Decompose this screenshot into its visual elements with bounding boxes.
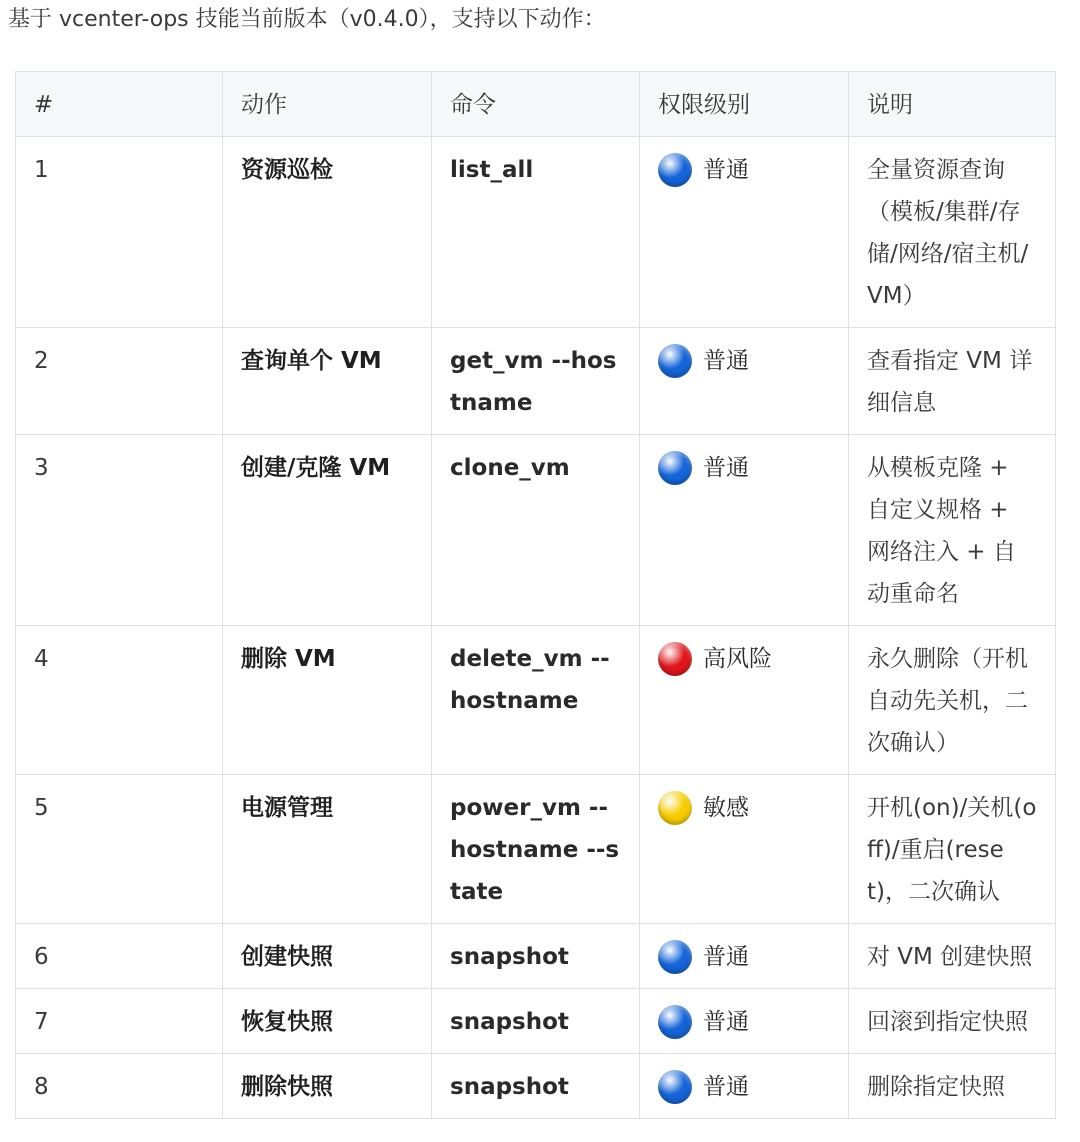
level-label: 普通 [703, 455, 749, 481]
table-row [16, 775, 1056, 924]
row-level [640, 137, 849, 328]
header-command: 命令 [432, 72, 640, 137]
row-description: 全量资源查询（模板/集群/存储/网络/宿主机/VM） [849, 137, 1056, 328]
table-row [16, 924, 1056, 989]
row-number: 3 [16, 435, 223, 626]
row-level [640, 435, 849, 626]
level-label: 普通 [703, 348, 749, 374]
row-action: 查询单个 VM [223, 328, 432, 435]
level-label: 普通 [703, 157, 749, 183]
table-row [16, 328, 1056, 435]
red-circle-icon [658, 642, 692, 676]
row-description: 删除指定快照 [849, 1054, 1056, 1119]
row-action: 删除快照 [223, 1054, 432, 1119]
level-label: 敏感 [703, 795, 749, 821]
blue-circle-icon [658, 344, 692, 378]
row-action: 创建/克隆 VM [223, 435, 432, 626]
row-command: snapshot [432, 924, 640, 989]
row-description: 永久删除（开机自动先关机，二次确认） [849, 626, 1056, 775]
row-number: 2 [16, 328, 223, 435]
row-description: 从模板克隆 + 自定义规格 + 网络注入 + 自动重命名 [849, 435, 1056, 626]
table-row [16, 989, 1056, 1054]
row-level [640, 989, 849, 1054]
row-description: 对 VM 创建快照 [849, 924, 1056, 989]
row-level [640, 1054, 849, 1119]
yellow-circle-icon [658, 791, 692, 825]
row-command: snapshot [432, 1054, 640, 1119]
row-description: 开机(on)/关机(off)/重启(reset)，二次确认 [849, 775, 1056, 924]
row-command: power_vm --hostname --state [432, 775, 640, 924]
row-number: 1 [16, 137, 223, 328]
row-command: list_all [432, 137, 640, 328]
level-label: 普通 [703, 1074, 749, 1100]
table-row [16, 435, 1056, 626]
row-command: delete_vm --hostname [432, 626, 640, 775]
table-header-row [16, 72, 1056, 137]
row-command: get_vm --hostname [432, 328, 640, 435]
row-number: 5 [16, 775, 223, 924]
row-action: 恢复快照 [223, 989, 432, 1054]
level-label: 高风险 [703, 646, 772, 672]
table-row [16, 137, 1056, 328]
row-level [640, 775, 849, 924]
row-number: 4 [16, 626, 223, 775]
row-number: 6 [16, 924, 223, 989]
row-action: 创建快照 [223, 924, 432, 989]
row-action: 资源巡检 [223, 137, 432, 328]
row-number: 8 [16, 1054, 223, 1119]
table-row [16, 1054, 1056, 1119]
row-description: 查看指定 VM 详细信息 [849, 328, 1056, 435]
table-row [16, 626, 1056, 775]
blue-circle-icon [658, 1070, 692, 1104]
header-number: # [16, 72, 223, 137]
header-action: 动作 [223, 72, 432, 137]
header-description: 说明 [849, 72, 1056, 137]
header-permission-level: 权限级别 [640, 72, 849, 137]
row-action: 删除 VM [223, 626, 432, 775]
blue-circle-icon [658, 940, 692, 974]
row-level [640, 924, 849, 989]
blue-circle-icon [658, 451, 692, 485]
row-action: 电源管理 [223, 775, 432, 924]
row-command: clone_vm [432, 435, 640, 626]
blue-circle-icon [658, 1005, 692, 1039]
row-description: 回滚到指定快照 [849, 989, 1056, 1054]
row-level [640, 626, 849, 775]
row-level [640, 328, 849, 435]
row-command: snapshot [432, 989, 640, 1054]
row-number: 7 [16, 989, 223, 1054]
level-label: 普通 [703, 1009, 749, 1035]
blue-circle-icon [658, 153, 692, 187]
actions-table [15, 71, 1056, 1119]
level-label: 普通 [703, 944, 749, 970]
intro-text: 基于 vcenter-ops 技能当前版本（v0.4.0），支持以下动作： [8, 7, 606, 32]
